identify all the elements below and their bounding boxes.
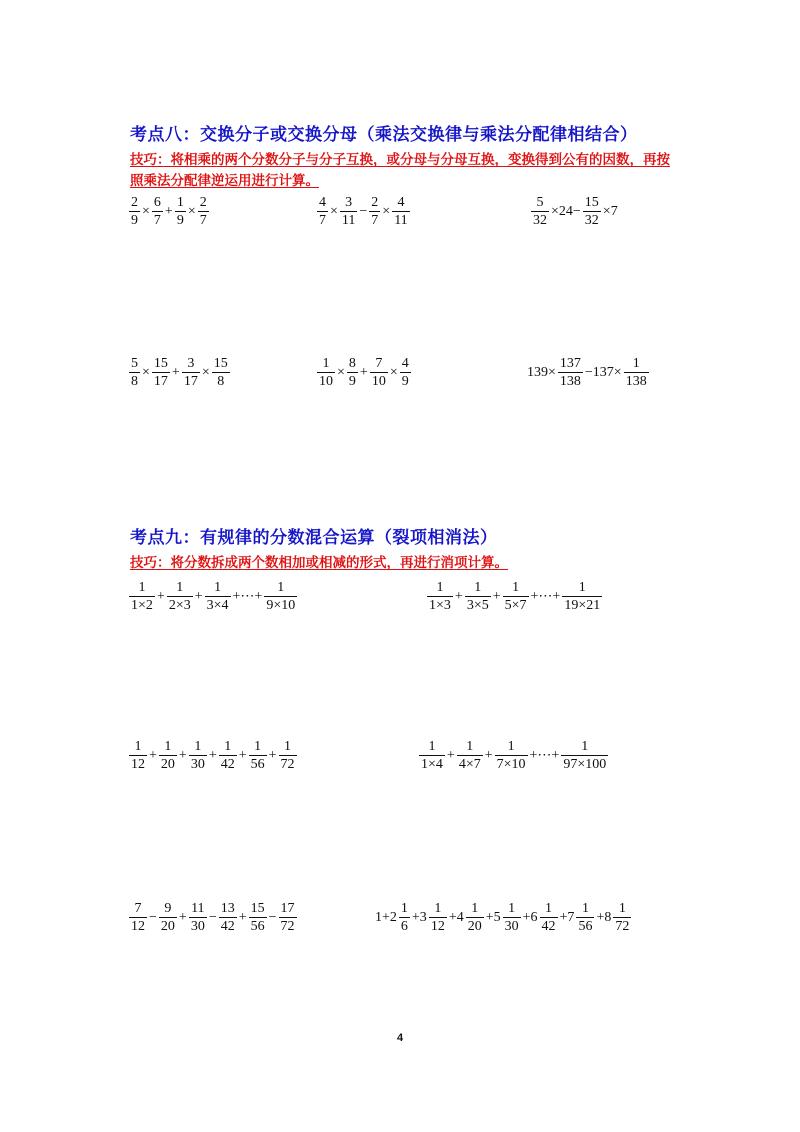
fraction-denominator: 1×4 [421, 757, 443, 772]
fraction [152, 355, 170, 390]
problem-8-2 [316, 194, 411, 229]
fraction [129, 194, 140, 229]
math-operator: − [149, 909, 157, 925]
fraction [495, 738, 528, 773]
fraction-denominator: 17 [153, 374, 168, 389]
fraction-numerator: 3 [345, 195, 353, 210]
fraction-numerator: 1 [176, 195, 184, 210]
fraction-numerator: 1 [434, 901, 442, 916]
fraction [129, 900, 147, 935]
fraction-numerator: 1 [507, 739, 515, 754]
fraction [624, 355, 649, 390]
math-operator: +6 [522, 909, 538, 925]
fraction-denominator: 56 [250, 919, 265, 934]
fraction-denominator: 12 [430, 919, 445, 934]
fraction [576, 900, 594, 935]
math-operator: −137× [584, 364, 622, 380]
math-operator: ×24− [551, 203, 581, 219]
fraction-numerator: 1 [545, 901, 553, 916]
fraction [182, 355, 200, 390]
fraction-denominator: 17 [183, 374, 198, 389]
fraction-denominator: 42 [220, 757, 235, 772]
math-operator: +⋯+ [232, 589, 263, 604]
fraction-denominator: 32 [533, 213, 547, 228]
math-operator: − [359, 203, 368, 219]
math-operator: × [389, 364, 398, 380]
fraction [558, 355, 583, 390]
math-operator: + [178, 909, 187, 925]
fraction [219, 738, 237, 773]
fraction [370, 355, 388, 390]
fraction-denominator: 32 [584, 213, 599, 228]
math-operator: + [178, 747, 187, 763]
fraction [317, 355, 335, 390]
fraction-denominator: 9 [131, 213, 138, 228]
fraction [159, 738, 177, 773]
fraction [249, 738, 267, 773]
fraction [465, 579, 491, 614]
fraction-numerator: 1 [176, 580, 184, 595]
fraction [205, 579, 231, 614]
fraction-denominator: 10 [319, 374, 333, 389]
math-operator: − [268, 909, 277, 925]
fraction-numerator: 1 [581, 739, 589, 754]
fraction [540, 900, 558, 935]
math-operator: + [194, 588, 203, 604]
fraction-denominator: 8 [217, 374, 225, 389]
fraction-numerator: 3 [187, 356, 195, 371]
fraction-numerator: 4 [319, 195, 326, 210]
fraction-numerator: 8 [348, 356, 356, 371]
fraction [531, 194, 549, 229]
fraction [562, 579, 602, 614]
fraction-numerator: 1 [194, 739, 202, 754]
fraction-denominator: 1×2 [131, 598, 153, 613]
fraction-numerator: 4 [401, 356, 409, 371]
fraction-numerator: 15 [250, 901, 265, 916]
fraction-numerator: 1 [618, 901, 626, 916]
math-operator: × [201, 364, 210, 380]
fraction-denominator: 10 [371, 374, 386, 389]
math-operator: + [454, 588, 463, 604]
fraction-denominator: 20 [160, 757, 175, 772]
fraction-numerator: 1 [428, 739, 436, 754]
section9-title: 考点九：有规律的分数混合运算（裂项相消法） [130, 528, 498, 548]
problem-9-6 [374, 900, 632, 935]
fraction-denominator: 72 [280, 919, 295, 934]
math-operator: × [382, 203, 391, 219]
fraction-numerator: 1 [138, 580, 146, 595]
fraction-numerator: 1 [284, 739, 292, 754]
fraction-numerator: 1 [254, 739, 262, 754]
fraction-denominator: 42 [541, 919, 556, 934]
fraction [369, 194, 380, 229]
fraction [457, 738, 483, 773]
fraction-denominator: 138 [625, 374, 647, 389]
fraction-denominator: 7×10 [496, 757, 526, 772]
fraction [429, 900, 447, 935]
math-operator: + [268, 747, 277, 763]
fraction [613, 900, 631, 935]
math-operator: + [238, 747, 247, 763]
problem-9-3 [128, 738, 298, 773]
math-operator: +3 [411, 909, 427, 925]
section8-tip: 技巧：将相乘的两个分数分子与分子互换，或分母与分母互换，变换得到公有的因数，再按照乘法分配律逆运用进行计算。 [130, 152, 670, 189]
fraction-numerator: 1 [277, 580, 285, 595]
fraction-numerator: 11 [191, 901, 205, 916]
math-operator: + [149, 747, 157, 763]
math-operator: + [359, 364, 368, 380]
fraction-denominator: 138 [559, 374, 581, 389]
problem-9-2 [426, 579, 603, 614]
fraction-numerator: 7 [134, 901, 142, 916]
fraction [129, 355, 140, 390]
math-operator: + [446, 747, 455, 763]
fraction-numerator: 1 [578, 580, 586, 595]
problem-9-4 [418, 738, 609, 773]
math-operator: × [187, 203, 196, 219]
math-operator: + [238, 909, 247, 925]
math-operator: +⋯+ [530, 589, 561, 604]
fraction [279, 738, 297, 773]
fraction-denominator: 9 [176, 213, 184, 228]
fraction-denominator: 8 [131, 374, 138, 389]
fraction [129, 579, 155, 614]
math-operator: × [337, 364, 345, 380]
fraction [264, 579, 297, 614]
fraction-denominator: 19×21 [564, 598, 601, 613]
math-operator: + [484, 747, 493, 763]
fraction-numerator: 7 [375, 356, 383, 371]
fraction [159, 900, 177, 935]
fraction [561, 738, 608, 773]
problem-8-4 [128, 355, 231, 390]
fraction-numerator: 1 [134, 739, 142, 754]
fraction-numerator: 13 [220, 901, 235, 916]
fraction-denominator: 56 [250, 757, 265, 772]
problem-8-3 [530, 194, 619, 229]
fraction-denominator: 7 [153, 213, 161, 228]
fraction-denominator: 9×10 [266, 598, 296, 613]
math-operator: + [208, 747, 217, 763]
fraction-numerator: 1 [322, 356, 330, 371]
fraction-numerator: 1 [466, 739, 474, 754]
fraction-denominator: 30 [190, 757, 205, 772]
fraction-denominator: 7 [199, 213, 207, 228]
problem-9-1 [128, 579, 298, 614]
fraction-numerator: 1 [400, 901, 408, 916]
fraction-denominator: 7 [319, 213, 326, 228]
fraction-denominator: 72 [280, 757, 295, 772]
fraction-denominator: 56 [578, 919, 593, 934]
fraction-denominator: 4×7 [458, 757, 481, 772]
fraction [249, 900, 267, 935]
fraction-numerator: 9 [164, 901, 172, 916]
fraction-numerator: 1 [508, 901, 516, 916]
fraction-denominator: 9 [401, 374, 409, 389]
fraction [279, 900, 297, 935]
fraction-numerator: 1 [224, 739, 232, 754]
math-operator: + [156, 588, 165, 604]
fraction-numerator: 1 [471, 901, 479, 916]
fraction [175, 194, 186, 229]
fraction [317, 194, 328, 229]
math-operator: +⋯+ [529, 748, 560, 763]
fraction-denominator: 20 [160, 919, 175, 934]
fraction-denominator: 1×3 [429, 598, 451, 613]
fraction [189, 738, 207, 773]
fraction [583, 194, 601, 229]
fraction-denominator: 12 [131, 757, 145, 772]
fraction-numerator: 17 [280, 901, 295, 916]
fraction [392, 194, 409, 229]
fraction-numerator: 15 [213, 356, 228, 371]
fraction [400, 355, 411, 390]
fraction-denominator: 12 [131, 919, 145, 934]
fraction-numerator: 5 [536, 195, 544, 210]
fraction-denominator: 30 [190, 919, 205, 934]
fraction-numerator: 6 [153, 195, 161, 210]
fraction-denominator: 7 [371, 213, 379, 228]
math-operator: × [142, 364, 150, 380]
fraction [466, 900, 484, 935]
math-operator: ×7 [602, 203, 618, 219]
fraction-denominator: 3×4 [206, 598, 229, 613]
fraction-numerator: 4 [397, 195, 405, 210]
fraction [198, 194, 209, 229]
math-operator: +5 [485, 909, 501, 925]
fraction-numerator: 1 [632, 356, 640, 371]
problem-8-5 [316, 355, 412, 390]
fraction [399, 900, 410, 935]
fraction [419, 738, 445, 773]
fraction-denominator: 30 [504, 919, 519, 934]
fraction-numerator: 1 [581, 901, 589, 916]
fraction [152, 194, 163, 229]
fraction-numerator: 2 [371, 195, 379, 210]
fraction-denominator: 72 [615, 919, 630, 934]
fraction [503, 579, 529, 614]
fraction-denominator: 42 [220, 919, 235, 934]
fraction-denominator: 20 [467, 919, 482, 934]
math-operator: +7 [559, 909, 575, 925]
math-operator: × [142, 203, 150, 219]
fraction-numerator: 1 [474, 580, 482, 595]
math-operator: +8 [596, 909, 612, 925]
math-operator: +4 [448, 909, 464, 925]
fraction-denominator: 11 [394, 213, 408, 228]
fraction-numerator: 137 [559, 356, 581, 371]
math-operator: 139× [527, 364, 556, 380]
fraction [427, 579, 453, 614]
problem-8-6 [526, 355, 650, 390]
fraction-numerator: 5 [131, 356, 138, 371]
math-operator: + [492, 588, 501, 604]
fraction [167, 579, 193, 614]
fraction [212, 355, 230, 390]
fraction-denominator: 3×5 [466, 598, 489, 613]
fraction-denominator: 6 [400, 919, 408, 934]
fraction [219, 900, 237, 935]
fraction-numerator: 1 [436, 580, 444, 595]
fraction-denominator: 5×7 [504, 598, 527, 613]
section9-tip: 技巧：将分数拆成两个数相加或相减的形式，再进行消项计算。 [130, 555, 508, 571]
math-operator: × [330, 203, 338, 219]
fraction [189, 900, 207, 935]
fraction-denominator: 97×100 [563, 757, 607, 772]
math-operator: + [164, 203, 173, 219]
fraction-denominator: 11 [341, 213, 356, 228]
fraction-numerator: 2 [199, 195, 207, 210]
fraction-numerator: 1 [214, 580, 222, 595]
fraction [340, 194, 357, 229]
fraction [503, 900, 521, 935]
fraction-denominator: 9 [348, 374, 356, 389]
math-operator: 1+2 [375, 909, 397, 925]
problem-8-1 [128, 194, 210, 229]
fraction-numerator: 15 [153, 356, 168, 371]
math-operator: + [171, 364, 180, 380]
page-number: 4 [396, 1032, 404, 1044]
math-operator: − [208, 909, 217, 925]
fraction-numerator: 1 [512, 580, 520, 595]
fraction-numerator: 15 [584, 195, 599, 210]
section8-title: 考点八：交换分子或交换分母（乘法交换律与乘法分配律相结合） [130, 125, 638, 145]
problem-9-5 [128, 900, 298, 935]
fraction-numerator: 2 [131, 195, 138, 210]
fraction [347, 355, 358, 390]
fraction-denominator: 2×3 [168, 598, 191, 613]
fraction [129, 738, 147, 773]
fraction-numerator: 1 [164, 739, 172, 754]
